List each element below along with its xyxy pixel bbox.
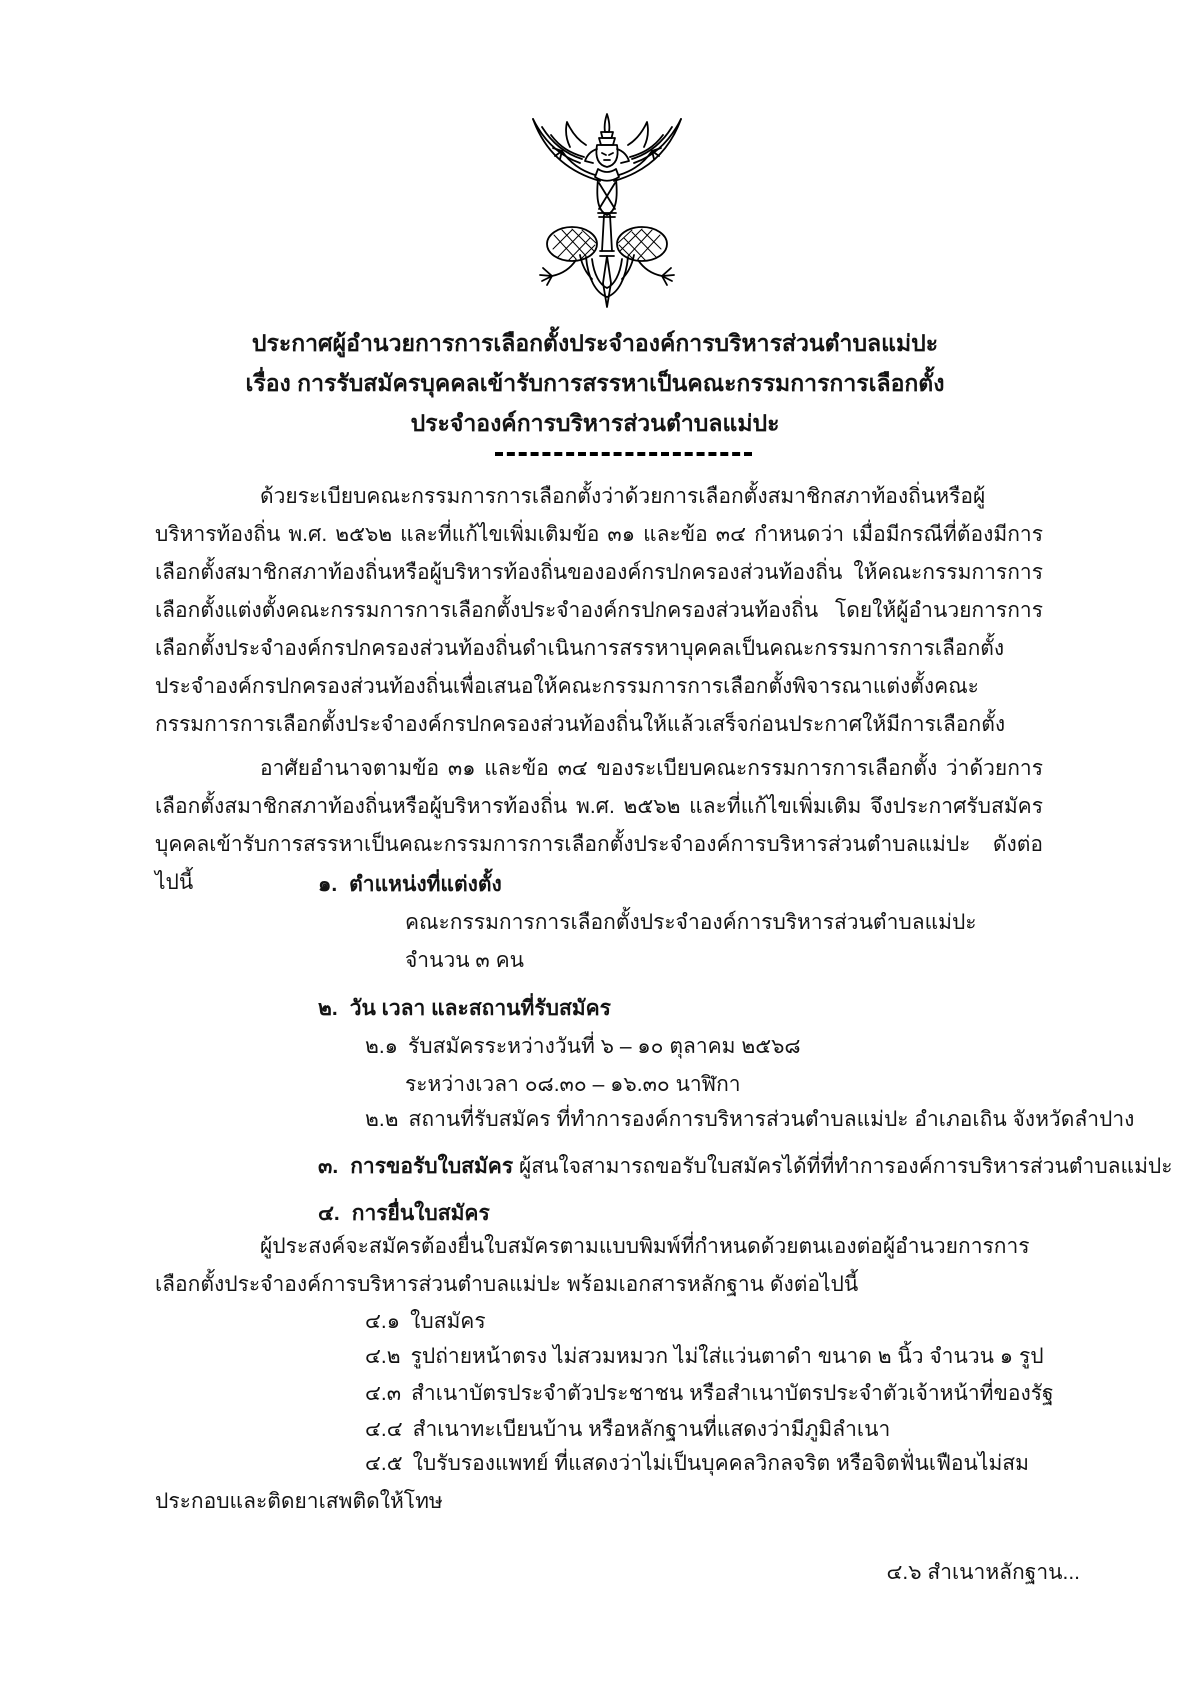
section-4-item-4-3 [365,1375,1054,1413]
section-1-header [318,866,502,904]
section-2-item-2-1 [365,1028,801,1066]
title-line-2: เรื่อง การรับสมัครบุคคลเข้ารับการสรรหาเป็นคณะกรรมการการเลือกตั้ง [245,370,945,396]
item-4-3-label: ๔.๓ [365,1382,402,1405]
section-4-paragraph: ผู้ประสงค์จะสมัครต้องยื่นใบสมัครตามแบบพิมพ์ที่กำหนดด้วยตนเองต่อผู้อำนวยการการเลือกตั้งประจำองค์การบริหารส่วนตำบลแม่ปะ พร้อมเอกสารหลักฐาน ดังต่อไปนี้ [155,1235,1030,1296]
section-3-header [318,1148,1173,1186]
item-4-5-label: ๔.๕ [365,1452,403,1475]
section-4-title: การยื่นใบสมัคร [351,1202,490,1225]
item-2-1-label: ๒.๑ [365,1035,399,1058]
section-1-line-2: จำนวน ๓ คน [405,949,525,972]
document-title [0,323,1190,443]
section-1-line-1: คณะกรรมการการเลือกตั้งประจำองค์การบริหารส่วนตำบลแม่ปะ [405,911,977,934]
title-divider [495,452,752,456]
paragraph-preamble: ด้วยระเบียบคณะกรรมการการเลือกตั้งว่าด้วยการเลือกตั้งสมาชิกสภาท้องถิ่นหรือผู้บริหารท้องถิ่น พ.ศ. ๒๕๖๒ และที่แก้ไขเพิ่มเติมข้อ ๓๑ และข้อ ๓๔ กำหนดว่า เมื่อมีกรณีที่ต้องมีการเลือกตั้งสมาชิกสภาท้องถิ่นหรือผู้บริหารท้องถิ่นขององค์กรปกครองส่วนท้องถิ่น ให้คณะกรรมการการเลือกตั้งแต่งตั้งคณะกรรมการการเลือกตั้งประจำองค์กรปกครองส่วนท้องถิ่น โดยให้ผู้อำนวยการการเลือกตั้งประจำองค์กรปกครองส่วนท้องถิ่นดำเนินการสรรหาบุคคลเป็นคณะกรรมการการเลือกตั้งประจำองค์กรปกครองส่วนท้องถิ่นเพื่อเสนอให้คณะกรรมการการเลือกตั้งพิจารณาแต่งตั้งคณะกรรมการการเลือกตั้งประจำองค์กรปกครองส่วนท้องถิ่นให้แล้วเสร็จก่อนประกาศให้มีการเลือกตั้ง [155,485,1043,736]
paragraph-authority: อาศัยอำนาจตามข้อ ๓๑ และข้อ ๓๔ ของระเบียบคณะกรรมการการเลือกตั้ง ว่าด้วยการเลือกตั้งสมาชิกสภาท้องถิ่นหรือผู้บริหารท้องถิ่น พ.ศ. ๒๕๖๒ และที่แก้ไขเพิ่มเติม จึงประกาศรับสมัครบุคคลเข้ารับการสรรหาเป็นคณะกรรมการการเลือกตั้งประจำองค์การบริหารส่วนตำบลแม่ปะ ดังต่อไปนี้ [155,757,1043,894]
item-4-3-text: สำเนาบัตรประจำตัวประชาชน หรือสำเนาบัตรประจำตัวเจ้าหน้าที่ของรัฐ [411,1382,1054,1405]
item-2-2-label: ๒.๒ [365,1108,399,1131]
item-2-2-text: สถานที่รับสมัคร ที่ทำการองค์การบริหารส่วนตำบลแม่ปะ อำเภอเถิน จังหวัดลำปาง [408,1108,1135,1131]
item-4-2-text: รูปถ่ายหน้าตรง ไม่สวมหมวก ไม่ใส่แว่นตาดำ ขนาด ๒ นิ้ว จำนวน ๑ รูป [410,1345,1044,1368]
title-line-1: ประกาศผู้อำนวยการการเลือกตั้งประจำองค์การบริหารส่วนตำบลแม่ปะ [251,330,939,356]
section-4-item-4-4 [365,1411,890,1449]
section-3-text: ผู้สนใจสามารถขอรับใบสมัครได้ที่ที่ทำการองค์การบริหารส่วนตำบลแม่ปะ [518,1155,1173,1178]
item-4-4-label: ๔.๔ [365,1418,403,1441]
section-4-number: ๔. [318,1202,340,1225]
section-1-number: ๑. [318,873,338,896]
section-3-title: การขอรับใบสมัคร [350,1155,514,1178]
item-4-1-label: ๔.๑ [365,1310,401,1333]
section-1-title: ตำแหน่งที่แต่งตั้ง [349,873,502,896]
item-2-1-time: ระหว่างเวลา ๐๘.๓๐ – ๑๖.๓๐ นาฬิกา [405,1073,741,1096]
item-4-1-text: ใบสมัคร [410,1310,486,1333]
title-line-3: ประจำองค์การบริหารส่วนตำบลแม่ปะ [410,410,780,436]
item-4-4-text: สำเนาทะเบียนบ้าน หรือหลักฐานที่แสดงว่ามีภูมิลำเนา [412,1418,891,1441]
section-4-item-4-5 [155,1445,1043,1521]
garuda-emblem-icon [520,110,695,312]
section-2-item-2-2 [365,1101,1134,1139]
section-2-title: วัน เวลา และสถานที่รับสมัคร [349,997,611,1020]
section-2-number: ๒. [318,997,338,1020]
page-continuation-note: ๔.๖ สำเนาหลักฐาน... [886,1561,1080,1584]
section-4-item-4-2 [365,1338,1044,1376]
section-4-item-4-1 [365,1303,486,1341]
item-2-1-text: รับสมัครระหว่างวันที่ ๖ – ๑๐ ตุลาคม ๒๕๖๘ [408,1035,801,1058]
section-2-header [318,990,611,1028]
section-3-number: ๓. [318,1155,339,1178]
item-4-5-text: ใบรับรองแพทย์ ที่แสดงว่าไม่เป็นบุคคลวิกลจริต หรือจิตฟั่นเฟือนไม่สมประกอบและติดยาเสพติดให้โทษ [155,1452,1029,1513]
item-4-2-label: ๔.๒ [365,1345,401,1368]
